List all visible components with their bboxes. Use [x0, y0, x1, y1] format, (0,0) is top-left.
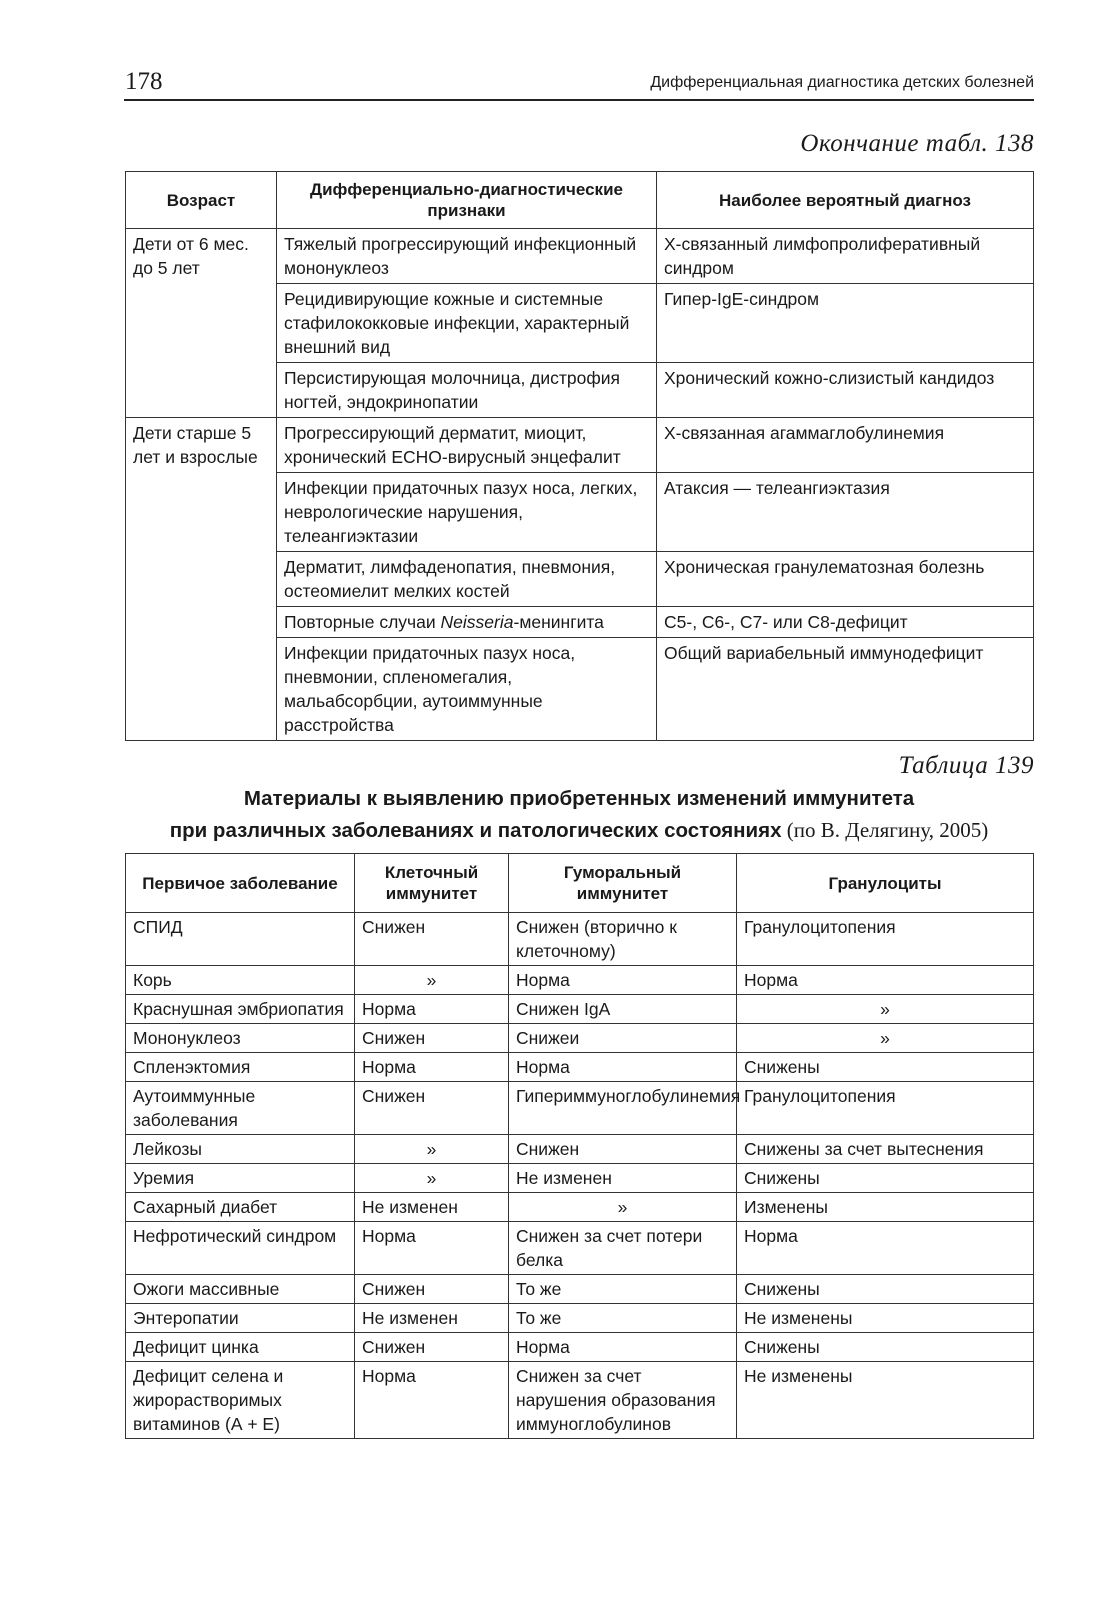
cellular-cell: Норма	[355, 995, 509, 1024]
col-header-humoral: Гуморальный иммунитет	[509, 854, 737, 913]
cellular-cell: Норма	[355, 1222, 509, 1275]
cellular-cell: Не изменен	[355, 1193, 509, 1222]
table139-title-line2-bold: при различных заболеваниях и патологических состояниях	[169, 819, 782, 842]
granulocytes-cell: Снижены	[737, 1053, 1034, 1082]
humoral-cell: Норма	[509, 1053, 737, 1082]
table139-caption: Таблица 139	[898, 752, 1034, 779]
granulocytes-cell: Гранулоцитопения	[737, 1082, 1034, 1135]
cellular-cell: Снижен	[355, 1082, 509, 1135]
disease-cell: Энтеропатии	[126, 1304, 355, 1333]
humoral-cell: »	[509, 1193, 737, 1222]
table-header-row	[126, 172, 1034, 229]
granulocytes-cell: Гранулоцитопения	[737, 913, 1034, 966]
table-row	[126, 1053, 1034, 1082]
table-row	[126, 1082, 1034, 1135]
disease-cell: Нефротический синдром	[126, 1222, 355, 1275]
sign-cell: Инфекции придаточных пазух носа, пневмонии, спленомегалия, мальабсорбции, аутоиммунные расстройства	[277, 638, 657, 741]
cellular-cell: »	[355, 966, 509, 995]
age-group-cell: Дети от 6 мес. до 5 лет	[126, 229, 277, 418]
humoral-cell: То же	[509, 1304, 737, 1333]
cellular-cell: Снижен	[355, 1333, 509, 1362]
header-rule	[124, 99, 1034, 101]
table-row	[126, 1222, 1034, 1275]
table-row	[126, 1275, 1034, 1304]
running-header: Дифференциальная диагностика детских болезней	[650, 74, 1034, 91]
col-header-disease: Первичое заболевание	[126, 854, 355, 913]
disease-cell: Мононуклеоз	[126, 1024, 355, 1053]
disease-cell: Спленэктомия	[126, 1053, 355, 1082]
granulocytes-cell: Снижены за счет вытеснения	[737, 1135, 1034, 1164]
disease-cell: Дефицит селена и жирорастворимых витаминов (А + Е)	[126, 1362, 355, 1439]
table139-title-source: (по В. Делягину, 2005)	[781, 818, 989, 842]
granulocytes-cell: Изменены	[737, 1193, 1034, 1222]
cellular-cell: Снижен	[355, 1275, 509, 1304]
table-header-row	[126, 854, 1034, 913]
granulocytes-cell: Не изменены	[737, 1304, 1034, 1333]
humoral-cell: Снижен за счет нарушения образования иммуноглобулинов	[509, 1362, 737, 1439]
diagnosis-cell: Хроническая гранулематозная болезнь	[657, 552, 1034, 607]
disease-cell: Сахарный диабет	[126, 1193, 355, 1222]
table-row	[126, 995, 1034, 1024]
humoral-cell: Снижен	[509, 1135, 737, 1164]
table139-title-line1: Материалы к выявлению приобретенных изменений иммунитета	[243, 787, 915, 810]
granulocytes-cell: Снижены	[737, 1333, 1034, 1362]
granulocytes-cell: Норма	[737, 966, 1034, 995]
disease-cell: СПИД	[126, 913, 355, 966]
diagnosis-cell: Хронический кожно-слизистый кандидоз	[657, 363, 1034, 418]
humoral-cell: Не изменен	[509, 1164, 737, 1193]
sign-cell: Дерматит, лимфаденопатия, пневмония, остеомиелит мелких костей	[277, 552, 657, 607]
disease-cell: Корь	[126, 966, 355, 995]
col-header-cellular: Клеточный иммунитет	[355, 854, 509, 913]
granulocytes-cell: Снижены	[737, 1164, 1034, 1193]
table-row	[126, 1362, 1034, 1439]
table138-caption: Окончание табл. 138	[800, 130, 1034, 157]
diagnosis-cell: Х-связанный лимфопролиферативный синдром	[657, 229, 1034, 284]
col-header-age: Возраст	[126, 172, 277, 229]
table-row	[126, 1333, 1034, 1362]
table-row	[126, 229, 1034, 284]
granulocytes-cell: »	[737, 995, 1034, 1024]
sign-cell: Персистирующая молочница, дистрофия ногтей, эндокринопатии	[277, 363, 657, 418]
sign-cell: Тяжелый прогрессирующий инфекционный мононуклеоз	[277, 229, 657, 284]
cellular-cell: Не изменен	[355, 1304, 509, 1333]
humoral-cell: Снижеи	[509, 1024, 737, 1053]
table-row	[126, 1193, 1034, 1222]
diagnosis-cell: Х-связанная агаммаглобулинемия	[657, 418, 1034, 473]
col-header-signs: Дифференциально-диагностические признаки	[277, 172, 657, 229]
table-138	[125, 171, 1034, 741]
col-header-granulocytes: Гранулоциты	[737, 854, 1034, 913]
diagnosis-cell: Атаксия — телеангиэктазия	[657, 473, 1034, 552]
granulocytes-cell: Не изменены	[737, 1362, 1034, 1439]
humoral-cell: Норма	[509, 1333, 737, 1362]
table-row	[126, 1304, 1034, 1333]
humoral-cell: Снижен (вторично к клеточному)	[509, 913, 737, 966]
cellular-cell: Снижен	[355, 1024, 509, 1053]
sign-cell	[277, 607, 657, 638]
disease-cell: Дефицит цинка	[126, 1333, 355, 1362]
granulocytes-cell: Норма	[737, 1222, 1034, 1275]
page-number: 178	[125, 68, 163, 95]
humoral-cell: Норма	[509, 966, 737, 995]
granulocytes-cell: Снижены	[737, 1275, 1034, 1304]
disease-cell: Аутоиммунные заболевания	[126, 1082, 355, 1135]
sign-cell: Рецидивирующие кожные и системные стафилококковые инфекции, характерный внешний вид	[277, 284, 657, 363]
granulocytes-cell: »	[737, 1024, 1034, 1053]
col-header-diagnosis: Наиболее вероятный диагноз	[657, 172, 1034, 229]
table-row	[126, 1135, 1034, 1164]
cellular-cell: Норма	[355, 1053, 509, 1082]
table139-title-line2	[125, 818, 1033, 843]
humoral-cell: Снижен IgA	[509, 995, 737, 1024]
table-row	[126, 418, 1034, 473]
humoral-cell: Снижен за счет потери белка	[509, 1222, 737, 1275]
sign-italic-term: Neisseria	[440, 612, 514, 632]
cellular-cell: Снижен	[355, 913, 509, 966]
humoral-cell: То же	[509, 1275, 737, 1304]
diagnosis-cell: Гипер-IgE-синдром	[657, 284, 1034, 363]
disease-cell: Лейкозы	[126, 1135, 355, 1164]
age-group-cell: Дети старше 5 лет и взрослые	[126, 418, 277, 741]
disease-cell: Краснушная эмбриопатия	[126, 995, 355, 1024]
sign-suffix: -менингита	[513, 612, 604, 632]
cellular-cell: »	[355, 1164, 509, 1193]
disease-cell: Уремия	[126, 1164, 355, 1193]
table-row	[126, 966, 1034, 995]
table-row	[126, 913, 1034, 966]
sign-prefix: Повторные случаи	[284, 612, 441, 632]
diagnosis-cell: С5-, С6-, С7- или С8-дефицит	[657, 607, 1034, 638]
sign-cell: Прогрессирующий дерматит, миоцит, хронический ECHO-вирусный энцефалит	[277, 418, 657, 473]
sign-cell: Инфекции придаточных пазух носа, легких, неврологические нарушения, телеангиэктазии	[277, 473, 657, 552]
table-139	[125, 853, 1034, 1439]
cellular-cell: »	[355, 1135, 509, 1164]
disease-cell: Ожоги массивные	[126, 1275, 355, 1304]
table-row	[126, 1164, 1034, 1193]
diagnosis-cell: Общий вариабельный иммунодефицит	[657, 638, 1034, 741]
table-row	[126, 1024, 1034, 1053]
humoral-cell: Гипериммуноглобулинемия	[509, 1082, 737, 1135]
cellular-cell: Норма	[355, 1362, 509, 1439]
